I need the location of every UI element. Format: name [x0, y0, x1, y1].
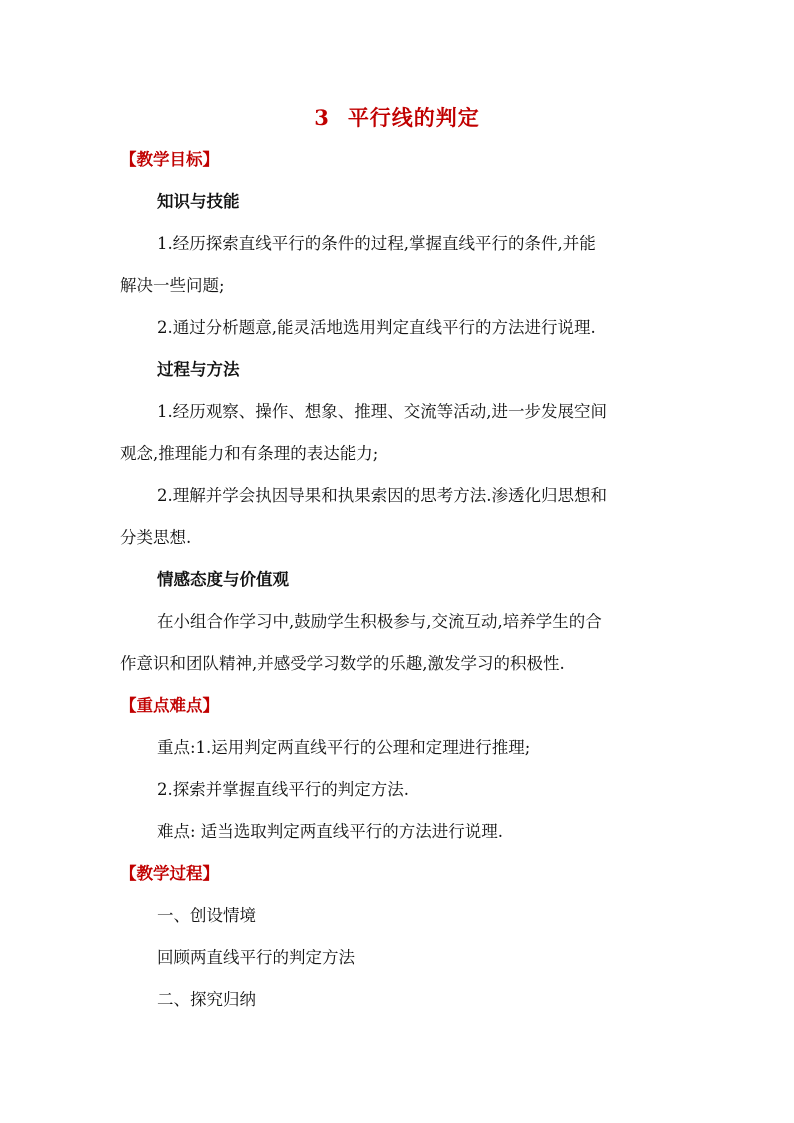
- heading-emotion: 情感态度与价值观: [157, 570, 289, 589]
- heading-knowledge: 知识与技能: [157, 192, 240, 211]
- process-step-1-text: 回顾两直线平行的判定方法: [157, 948, 355, 967]
- key-point-2: 2.探索并掌握直线平行的判定方法.: [157, 780, 409, 799]
- knowledge-item-2: 2.通过分析题意,能灵活地选用判定直线平行的方法进行说理.: [157, 318, 596, 337]
- knowledge-item-1: 1.经历探索直线平行的条件的过程,掌握直线平行的条件,并能: [157, 234, 596, 253]
- heading-process-method: 过程与方法: [157, 360, 240, 379]
- key-point-1: 重点:1.运用判定两直线平行的公理和定理进行推理;: [157, 738, 531, 757]
- section-keypoints: 【重点难点】: [120, 696, 219, 715]
- emotion-text-cont: 作意识和团队精神,并感受学习数学的乐趣,激发学习的积极性.: [120, 654, 565, 673]
- page-title: [0, 102, 794, 132]
- emotion-text: 在小组合作学习中,鼓励学生积极参与,交流互动,培养学生的合: [157, 612, 602, 631]
- knowledge-item-1-cont: 解决一些问题;: [120, 276, 225, 295]
- process-step-1: 一、创设情境: [157, 906, 256, 925]
- section-objectives: 【教学目标】: [120, 150, 219, 169]
- process-item-1: 1.经历观察、操作、想象、推理、交流等活动,进一步发展空间: [157, 402, 607, 421]
- process-item-1-cont: 观念,推理能力和有条理的表达能力;: [120, 444, 379, 463]
- section-process: 【教学过程】: [120, 864, 219, 883]
- process-step-2: 二、探究归纳: [157, 990, 256, 1009]
- title-number: 3: [314, 105, 330, 130]
- process-item-2-cont: 分类思想.: [120, 528, 192, 547]
- title-text: 平行线的判定: [347, 105, 480, 130]
- difficulty-point: 难点: 适当选取判定两直线平行的方法进行说理.: [157, 822, 504, 841]
- process-item-2: 2.理解并学会执因导果和执果索因的思考方法.渗透化归思想和: [157, 486, 607, 505]
